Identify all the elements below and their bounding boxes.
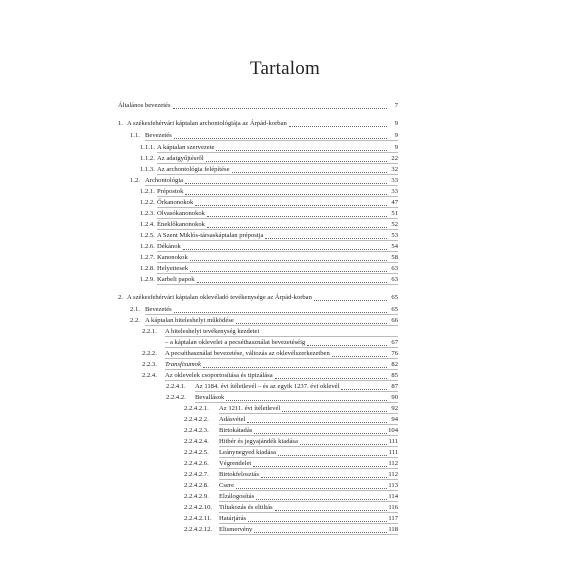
dot-leader <box>275 509 387 511</box>
toc-entry-number: 2.2.4.2.1. <box>184 405 209 412</box>
dot-leader <box>216 149 387 151</box>
toc-entry-title: Prépostok <box>157 188 184 195</box>
toc-entry[interactable] <box>184 503 398 513</box>
toc-entry[interactable] <box>142 327 398 337</box>
toc-entry-number: 1.2.1. <box>140 188 155 195</box>
toc-entry[interactable] <box>184 437 398 447</box>
toc-entry[interactable] <box>142 360 398 370</box>
toc-entry-page: 111 <box>388 438 398 445</box>
underline-rule <box>219 534 398 535</box>
toc-entry-page: 52 <box>391 221 398 228</box>
dot-leader <box>275 377 387 379</box>
toc-entry-number: 2.2.4.2.9. <box>184 493 209 500</box>
toc-entry-page: 58 <box>391 254 398 261</box>
dot-leader <box>300 443 387 445</box>
toc-entry-title: Karbeli papok <box>157 276 195 283</box>
toc-entry-title: Birtokfelosztás <box>219 471 259 478</box>
toc-entry-title: Dékánok <box>157 243 181 250</box>
toc-entry-number: 2.2.4.2.5. <box>184 449 209 456</box>
underline-rule <box>219 479 398 480</box>
dot-leader <box>254 531 387 533</box>
toc-entry-number: 2.1. <box>130 306 140 313</box>
underline-rule <box>165 347 398 348</box>
toc-entry-page: 54 <box>391 243 398 250</box>
dot-leader <box>289 125 387 127</box>
toc-entry-number: 2.2.4.1. <box>166 383 186 390</box>
toc-entry-page: 112 <box>388 460 398 467</box>
toc-entry-page: 9 <box>394 120 398 127</box>
toc-entry[interactable] <box>140 242 398 252</box>
toc-entry[interactable] <box>118 119 398 129</box>
underline-rule <box>157 229 398 230</box>
underline-rule <box>165 380 398 381</box>
dot-leader <box>174 311 387 313</box>
dot-leader <box>307 344 387 346</box>
toc-entry-page: 90 <box>391 394 398 401</box>
toc-entry[interactable] <box>184 459 398 469</box>
toc-entry[interactable] <box>130 131 398 141</box>
toc-entry-title: Olvasókanonokok <box>157 210 205 217</box>
underline-rule <box>157 196 398 197</box>
toc-entry-page: 117 <box>388 515 398 522</box>
toc-entry-number: 2.2.4.2.2. <box>184 416 209 423</box>
toc-entry-page: 63 <box>391 276 398 283</box>
toc-entry-number: 2.2.4. <box>142 372 157 379</box>
toc-entry-page: 7 <box>394 102 398 109</box>
toc-entry-page: 76 <box>391 350 398 357</box>
toc-entry-title: A székesfehérvári káptalan oklevéladó tevékenysége az Árpád-korban <box>127 294 312 301</box>
toc-entry-number: 1.2.6. <box>140 243 155 250</box>
toc-entry[interactable] <box>140 165 398 175</box>
toc-entry-title: Helyettesek <box>157 265 189 272</box>
toc-entry-title: Elzálogosítás <box>219 493 255 500</box>
toc-entry-number: 1.2.3. <box>140 210 155 217</box>
toc-entry-title: Általános bevezetés <box>118 102 171 109</box>
toc-entry[interactable] <box>140 275 398 285</box>
dot-leader <box>232 171 388 173</box>
toc-entry-title: Archontológia <box>145 177 184 184</box>
toc-entry[interactable] <box>184 492 398 502</box>
toc-entry-title: A hiteleshelyi tevékenység kezdetei <box>165 328 260 335</box>
dot-leader <box>332 355 387 357</box>
underline-rule <box>165 336 398 337</box>
underline-rule <box>157 273 398 274</box>
underline-rule <box>165 358 398 359</box>
underline-rule <box>219 435 398 436</box>
toc-entry-title: Elismervény <box>219 526 253 533</box>
underline-rule <box>157 207 398 208</box>
dot-leader <box>253 465 387 467</box>
dot-leader <box>256 498 387 500</box>
toc-entry-number: 2.2.2. <box>142 350 157 357</box>
underline-rule <box>219 457 398 458</box>
toc-entry[interactable] <box>140 231 398 241</box>
underline-rule <box>195 391 398 392</box>
toc-entry[interactable] <box>184 514 398 524</box>
toc-entry-title: Hitbér és jegyajándék kiadása <box>219 438 298 445</box>
toc-entry-page: 22 <box>391 155 398 162</box>
underline-rule <box>157 152 398 153</box>
toc-entry-title: A káptalan szervezete <box>157 144 215 151</box>
toc-entry-number: 1.1.1. <box>140 144 155 151</box>
toc-entry-title: A pecséthasználat bevezetése, változás az oklevélszerkezetben <box>165 350 330 357</box>
toc-entry-page: 66 <box>391 317 398 324</box>
dot-leader <box>206 160 387 162</box>
toc-entry-title: Az 1211. évi ítéletlevél <box>219 405 281 412</box>
underline-rule <box>157 240 398 241</box>
toc-entry-number: 1.2.5. <box>140 232 155 239</box>
toc-entry[interactable] <box>140 209 398 219</box>
toc-entry-page: 111 <box>388 449 398 456</box>
toc-entry[interactable] <box>140 264 398 274</box>
toc-entry-number: 1.2.9. <box>140 276 155 283</box>
underline-rule <box>157 284 398 285</box>
toc-entry-title: Transfixumok <box>165 361 201 368</box>
toc-entry-title: Az archontológia felépítése <box>157 166 230 173</box>
underline-rule <box>195 402 398 403</box>
toc-entry-title: Bevallások <box>195 394 225 401</box>
toc-entry-page: 51 <box>391 210 398 217</box>
dot-leader <box>207 226 387 228</box>
toc-entry-number: 1.2.4. <box>140 221 155 228</box>
dot-leader <box>248 520 387 522</box>
dot-leader <box>207 215 387 217</box>
underline-rule <box>219 413 398 414</box>
toc-entry[interactable] <box>142 349 398 359</box>
toc-entry-number: 2.2.4.2.10. <box>184 504 213 511</box>
toc-entry[interactable] <box>184 481 398 491</box>
toc-entry-page: 53 <box>391 232 398 239</box>
toc-entry-page: 118 <box>388 526 398 533</box>
toc-entry-number: 1.2.2. <box>140 199 155 206</box>
underline-rule <box>219 446 398 447</box>
underline-rule <box>145 314 398 315</box>
toc-entry-title: A káptalan hiteleshelyi működése <box>145 317 234 324</box>
dot-leader <box>282 410 387 412</box>
toc-entry-page: 112 <box>388 471 398 478</box>
toc-entry-number: 2.2.1. <box>142 328 157 335</box>
dot-leader <box>265 237 387 239</box>
toc-entry[interactable] <box>130 316 398 326</box>
toc-entry[interactable] <box>130 176 398 186</box>
toc-entry-title: Az adatgyűjtésről <box>157 155 204 162</box>
toc-entry-title: Határjárás <box>219 515 247 522</box>
toc-entry[interactable] <box>140 143 398 153</box>
toc-entry-number: 1.1. <box>130 132 140 139</box>
toc-entry-title: Bevezetés <box>145 306 172 313</box>
toc-entry-number: 2. <box>118 294 123 301</box>
toc-entry-number: 1.1.2. <box>140 155 155 162</box>
toc-entry-page: 94 <box>391 416 398 423</box>
toc-entry-number: 1. <box>118 120 123 127</box>
toc-entry-page: 32 <box>391 166 398 173</box>
toc-entry-number: 1.1.3. <box>140 166 155 173</box>
toc-entry-page: 114 <box>388 493 398 500</box>
toc-entry[interactable] <box>184 426 398 436</box>
toc-entry-title: Végrendelet <box>219 460 252 467</box>
underline-rule <box>157 174 398 175</box>
toc-entry-title: Bevezetés <box>145 132 172 139</box>
toc-entry-page: 67 <box>391 339 398 346</box>
toc-entry-page: 9 <box>394 144 398 151</box>
toc-entry[interactable] <box>118 293 398 303</box>
toc-entry-number: 2.2.3. <box>142 361 157 368</box>
toc-entry-title: Éneklőkanonokok <box>157 221 205 228</box>
underline-rule <box>219 424 398 425</box>
toc-entry-title: Adásvétel <box>219 416 246 423</box>
dot-leader <box>226 399 387 401</box>
toc-entry-number: 2.2.4.2.3. <box>184 427 209 434</box>
toc-entry-title: Őrkanonokok <box>157 199 194 206</box>
dot-leader <box>278 454 387 456</box>
dot-leader <box>183 248 387 250</box>
toc-entry-page: 116 <box>388 504 398 511</box>
toc-entry-page: 82 <box>391 361 398 368</box>
dot-leader <box>203 366 387 368</box>
underline-rule <box>165 369 398 370</box>
dot-leader <box>254 432 387 434</box>
toc-entry[interactable] <box>184 525 398 535</box>
underline-rule <box>145 185 398 186</box>
toc-entry-page: 104 <box>388 427 398 434</box>
toc-entry[interactable] <box>140 220 398 230</box>
toc-entry-title: Kanonokok <box>157 254 188 261</box>
toc-entry-title: Az oklevelek csoportosítása és tipizálása <box>165 372 273 379</box>
toc-entry-number: 2.2.4.2.11. <box>184 515 212 522</box>
toc-entry[interactable] <box>142 371 398 381</box>
underline-rule <box>219 468 398 469</box>
toc-entry-page: 33 <box>391 188 398 195</box>
toc-entry-title: Csere <box>219 482 235 489</box>
toc-entry-number: 2.2.4.2.4. <box>184 438 209 445</box>
dot-leader <box>185 193 387 195</box>
dot-leader <box>173 107 387 109</box>
dot-leader <box>314 299 387 301</box>
page-title: Tartalom <box>250 58 320 79</box>
underline-rule <box>219 512 398 513</box>
underline-rule <box>157 251 398 252</box>
toc-entry-number: 2.2.4.2.7. <box>184 471 209 478</box>
toc-entry-page: 113 <box>388 482 398 489</box>
toc-entry-page: 85 <box>391 372 398 379</box>
toc-entry-title: A Szent Miklós-társaskáptalan prépostja <box>157 232 264 239</box>
underline-rule <box>145 140 398 141</box>
dot-leader <box>185 182 387 184</box>
underline-rule <box>157 163 398 164</box>
dot-leader <box>247 421 387 423</box>
toc-entry[interactable] <box>166 393 398 403</box>
toc-entry-number: 2.2.4.2.12. <box>184 526 213 533</box>
underline-rule <box>219 490 398 491</box>
toc-entry-page: 63 <box>391 265 398 272</box>
toc-entry[interactable] <box>184 470 398 480</box>
dot-leader <box>190 259 387 261</box>
dot-leader <box>236 322 387 324</box>
toc-entry-title: – a káptalan oklevelei a pecséthasználat bevezetéséig <box>165 339 306 346</box>
toc-entry-title: Birtokátadás <box>219 427 253 434</box>
toc-entry-title: Tiltakozás és eltiltás <box>219 504 273 511</box>
toc-entry[interactable] <box>118 101 398 111</box>
toc-entry-page: 65 <box>391 294 398 301</box>
toc-entry-title: Az 1184. évi ítéletlevél – és az egyik 1237. évi oklevél <box>195 383 340 390</box>
underline-rule <box>219 501 398 502</box>
toc-entry-page: 9 <box>394 132 398 139</box>
underline-rule <box>219 523 398 524</box>
toc-entry-title: A székesfehérvári káptalan archontológiája az Árpád-korban <box>127 120 287 127</box>
toc-entry-page: 92 <box>391 405 398 412</box>
toc-entry-number: 1.2. <box>130 177 140 184</box>
toc-entry[interactable] <box>165 338 398 348</box>
dot-leader <box>195 204 387 206</box>
underline-rule <box>145 325 398 326</box>
dot-leader <box>341 388 387 390</box>
toc-entry-page: 47 <box>391 199 398 206</box>
toc-entry[interactable] <box>166 382 398 392</box>
toc-entry[interactable] <box>130 305 398 315</box>
dot-leader <box>197 281 387 283</box>
toc-entry[interactable] <box>140 154 398 164</box>
toc-entry-page: 33 <box>391 177 398 184</box>
dot-leader <box>190 270 387 272</box>
toc-entry-title: Leánynegyed kiadása <box>219 449 276 456</box>
toc-entry-number: 1.2.7. <box>140 254 155 261</box>
toc-entry[interactable] <box>184 404 398 414</box>
toc-entry-number: 2.2.4.2.8. <box>184 482 209 489</box>
underline-rule <box>157 262 398 263</box>
toc-entry-number: 2.2.4.2.6. <box>184 460 209 467</box>
toc-entry-number: 2.2. <box>130 317 140 324</box>
toc-entry-page: 87 <box>391 383 398 390</box>
toc-entry[interactable] <box>184 415 398 425</box>
toc-entry[interactable] <box>140 187 398 197</box>
dot-leader <box>261 476 387 478</box>
toc-entry[interactable] <box>140 253 398 263</box>
toc-entry[interactable] <box>184 448 398 458</box>
dot-leader <box>174 137 387 139</box>
toc-entry-page: 65 <box>391 306 398 313</box>
dot-leader <box>236 487 387 489</box>
toc-entry[interactable] <box>140 198 398 208</box>
underline-rule <box>157 218 398 219</box>
toc-entry-number: 2.2.4.2. <box>166 394 186 401</box>
toc-entry-number: 1.2.8. <box>140 265 155 272</box>
